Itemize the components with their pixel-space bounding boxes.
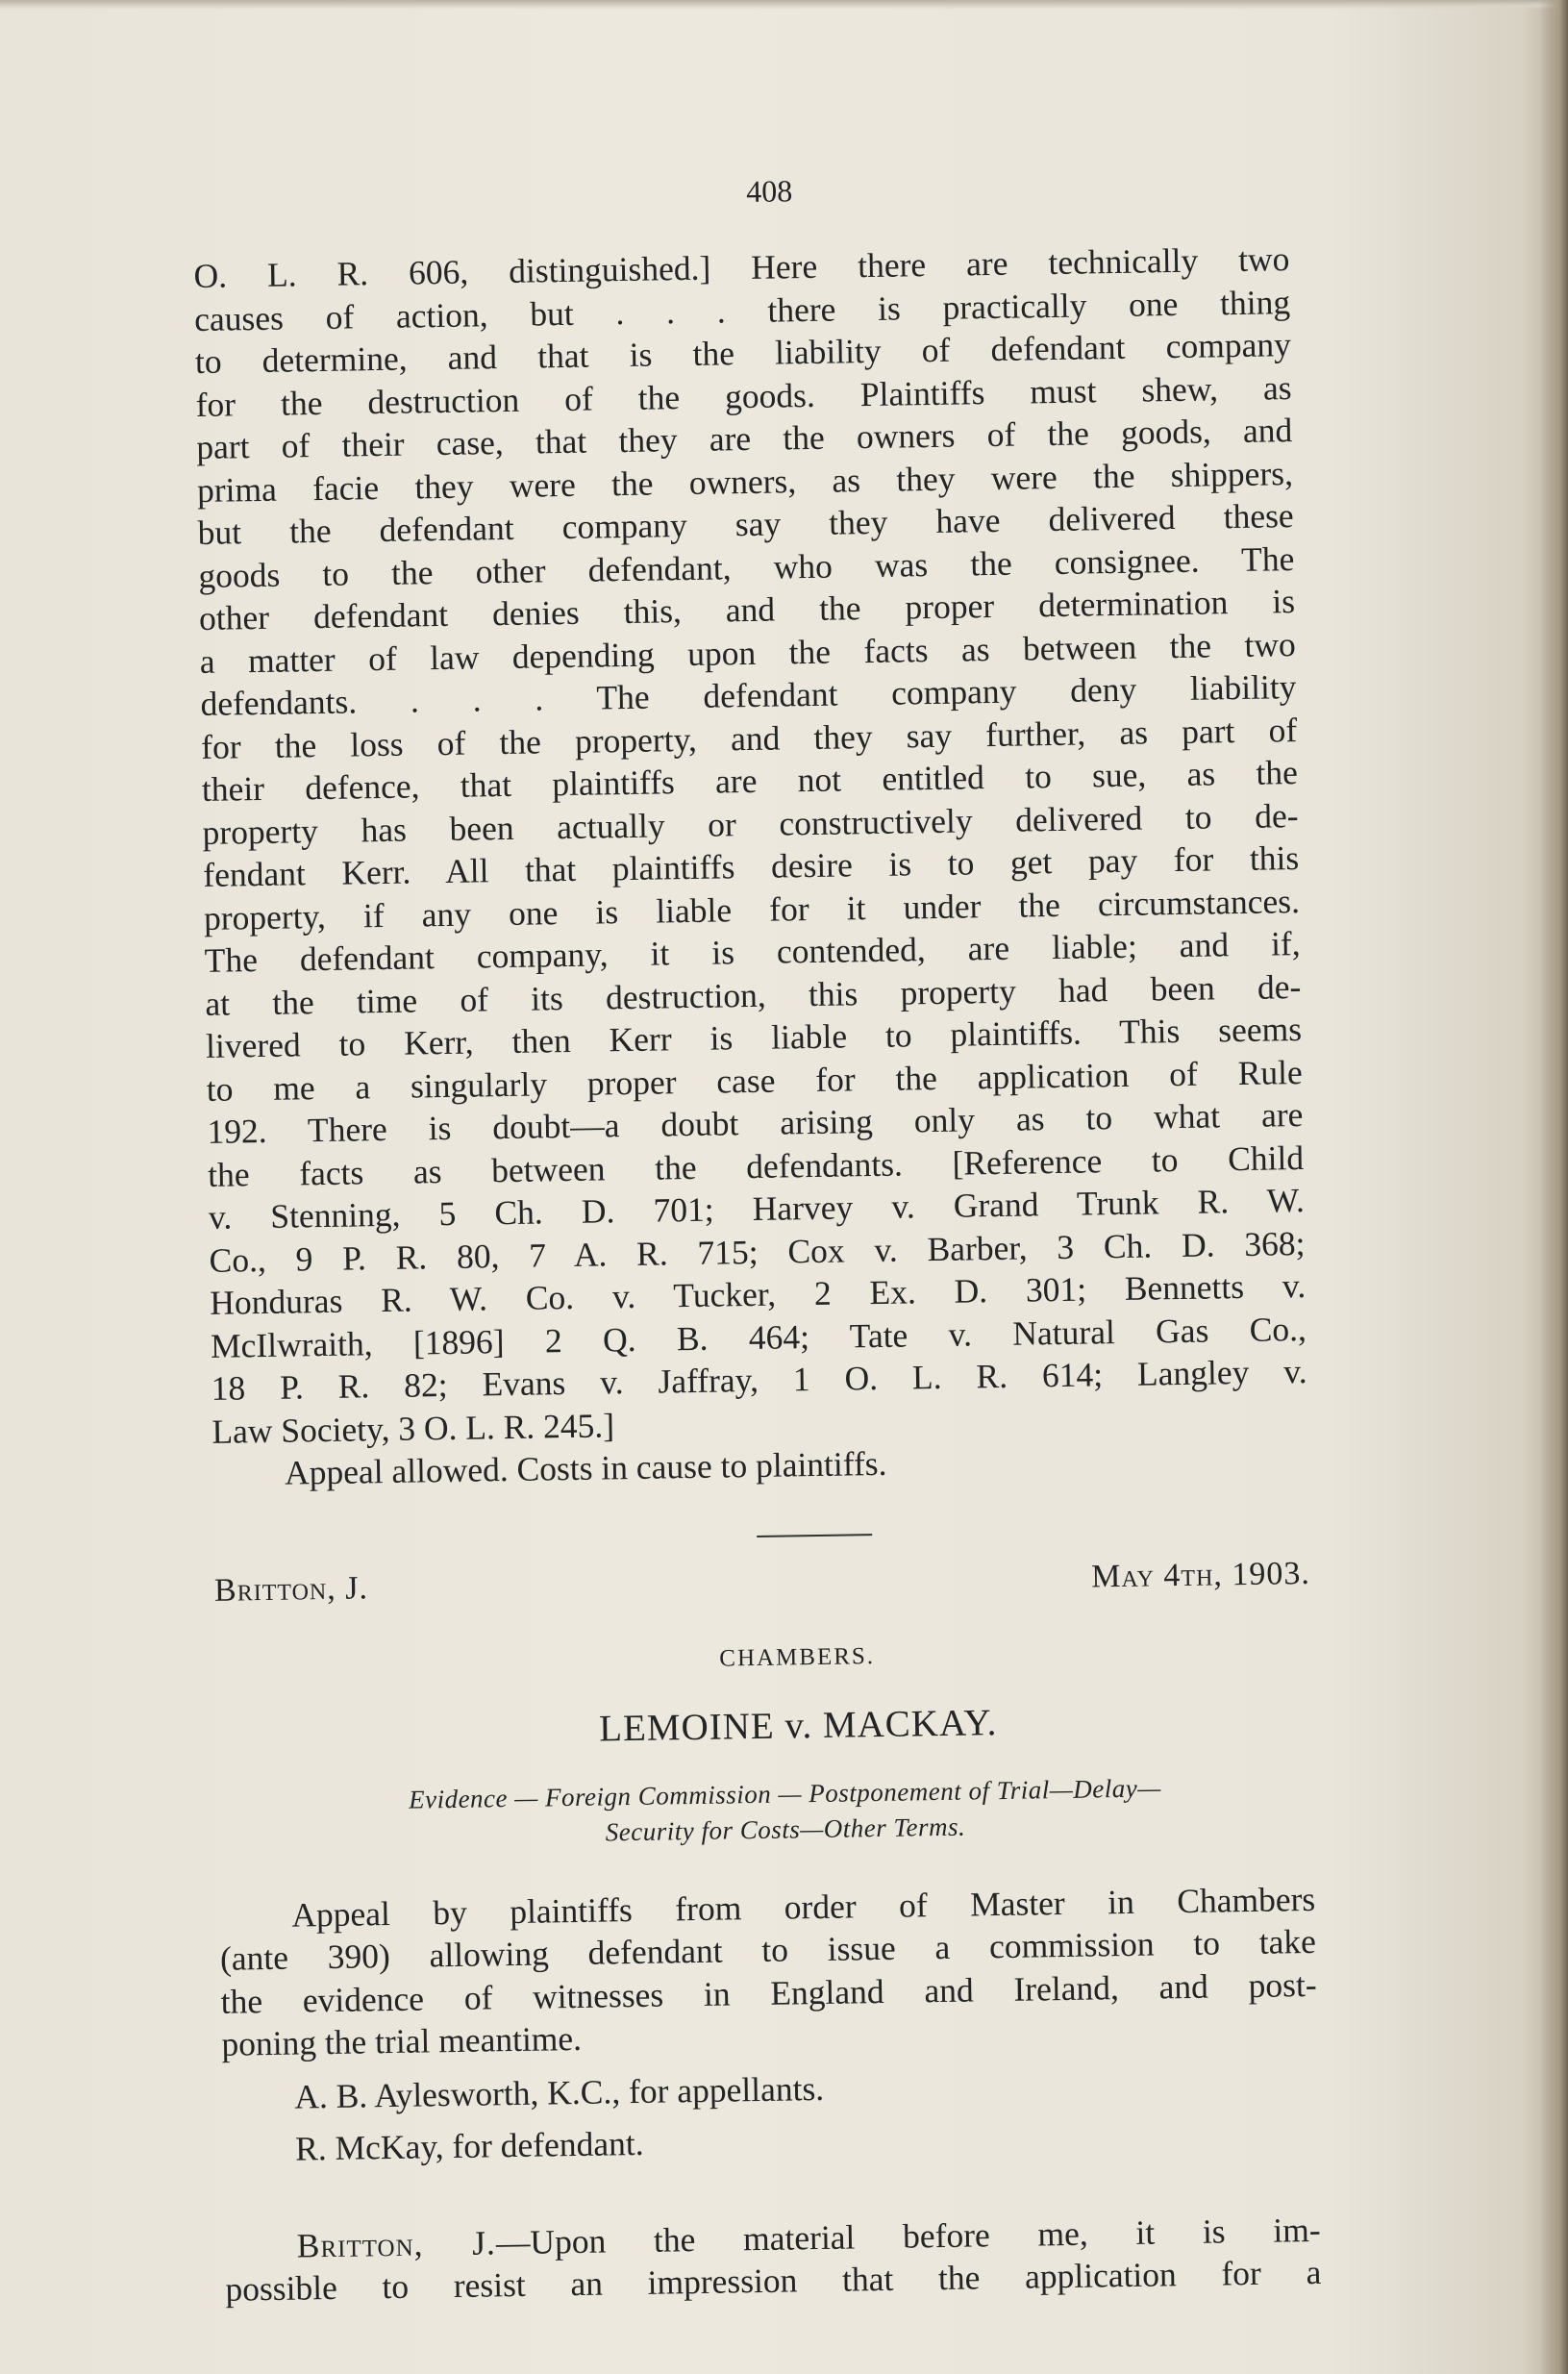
text-line: prima facie they were the owners, as they were the shippers, bbox=[196, 453, 1294, 510]
page-content bbox=[192, 165, 1322, 2311]
headnote-line: Security for Costs—Other Terms. bbox=[605, 1812, 966, 1846]
text-line: the evidence of witnesses in England and Ireland, and post- bbox=[220, 1964, 1317, 2021]
continuation-paragraph bbox=[193, 237, 1308, 1495]
section-divider bbox=[757, 1534, 872, 1537]
text-line: 18 P. R. 82; Evans v. Jaffray, 1 O. L. R. 614; Langley v. bbox=[211, 1351, 1307, 1408]
text-line: (ante 390) allowing defendant to issue a commission to take bbox=[219, 1921, 1317, 1978]
text-line: goods to the other defendant, who was the consignee. The bbox=[198, 538, 1295, 595]
text-line: defendants. . . . The defendant company deny liability bbox=[200, 667, 1297, 723]
case-title: LEMOINE v. MACKAY. bbox=[598, 1701, 998, 1750]
page-number: 408 bbox=[745, 173, 793, 209]
disposition: Appeal allowed. Costs in cause to plaintiffs. bbox=[284, 1443, 887, 1492]
text-line: to me a singularly proper case for the application of Rule bbox=[206, 1052, 1303, 1109]
text-line: 192. There is doubt—a doubt arising only as to what are bbox=[207, 1094, 1304, 1151]
judge-name: Britton, J. bbox=[213, 1569, 369, 1609]
text-line: to determine, and that is the liability of defendant company bbox=[194, 325, 1292, 381]
text-line: causes of action, but . . . there is practically one thing bbox=[193, 282, 1291, 338]
text-line: McIlwraith, [1896] 2 Q. B. 464; Tate v. Natural Gas Co., bbox=[210, 1309, 1307, 1365]
text-line: for the destruction of the goods. Plaintiffs must shew, as bbox=[195, 367, 1292, 424]
text-line: Appeal by plaintiffs from order of Master in Chambers bbox=[290, 1879, 1316, 1935]
text-line: for the loss of the property, and they say further, as part of bbox=[200, 710, 1298, 766]
text-line: but the defendant company say they have delivered these bbox=[197, 496, 1294, 552]
text-line: fendant Kerr. All that plaintiffs desire is to get pay for this bbox=[202, 838, 1300, 894]
text-line: part of their case, that they are the owners of the goods, and bbox=[196, 411, 1293, 466]
text-line: other defendant denies this, and the proper determination is bbox=[198, 582, 1296, 637]
counsel-defendant: R. McKay, for defendant. bbox=[294, 2123, 644, 2168]
decision-date: May 4th, 1903. bbox=[1090, 1555, 1311, 1594]
text-line: v. Stenning, 5 Ch. D. 701; Harvey v. Grand Trunk R. W. bbox=[208, 1180, 1306, 1237]
text-line: property has been actually or constructively delivered to de- bbox=[202, 795, 1299, 852]
text-line: O. L. R. 606, distinguished.] Here there are technically two bbox=[193, 239, 1290, 295]
text-line: a matter of law depending upon the facts as between the two bbox=[199, 624, 1296, 681]
text-line: at the time of its destruction, this property had been de- bbox=[205, 966, 1302, 1023]
court-label: CHAMBERS. bbox=[719, 1642, 876, 1672]
text-line: Honduras R. W. Co. v. Tucker, 2 Ex. D. 301; Bennetts v. bbox=[209, 1265, 1307, 1322]
text-line: property, if any one is liable for it under the circumstances. bbox=[203, 881, 1301, 937]
text-line: poning the trial meantime. bbox=[221, 2018, 583, 2063]
text-line: livered to Kerr, then Kerr is liable to plaintiffs. This seems bbox=[205, 1009, 1303, 1065]
text-line: Co., 9 P. R. 80, 7 A. R. 715; Cox v. Barber, 3 Ch. D. 368; bbox=[209, 1223, 1306, 1280]
headnote bbox=[217, 1767, 1314, 1856]
text-line: the facts as between the defendants. [Reference to Child bbox=[207, 1137, 1305, 1194]
headnote-line: Evidence — Foreign Commission — Postponement of Trial—Delay— bbox=[408, 1772, 1161, 1814]
decision-header bbox=[214, 1555, 1310, 1609]
book-spine-shadow bbox=[1539, 0, 1568, 2374]
judgment-text: —Upon the material before me, it is im- bbox=[495, 2210, 1321, 2262]
page-top-edge bbox=[0, 0, 1568, 10]
judgment-paragraph bbox=[224, 2208, 1321, 2311]
text-line: their defence, that plaintiffs are not entitled to sue, as the bbox=[201, 753, 1299, 809]
counsel-list bbox=[222, 2054, 1320, 2175]
text-line: Law Society, 3 O. L. R. 245.] bbox=[212, 1405, 615, 1451]
judgment-judge: Britton, J. bbox=[296, 2222, 497, 2265]
appeal-paragraph bbox=[219, 1877, 1318, 2065]
text-line: possible to resist an impression that the application for a bbox=[225, 2252, 1322, 2309]
counsel-appellants: A. B. Aylesworth, K.C., for appellants. bbox=[293, 2068, 825, 2116]
text-line: The defendant company, it is contended, are liable; and if, bbox=[204, 923, 1301, 980]
